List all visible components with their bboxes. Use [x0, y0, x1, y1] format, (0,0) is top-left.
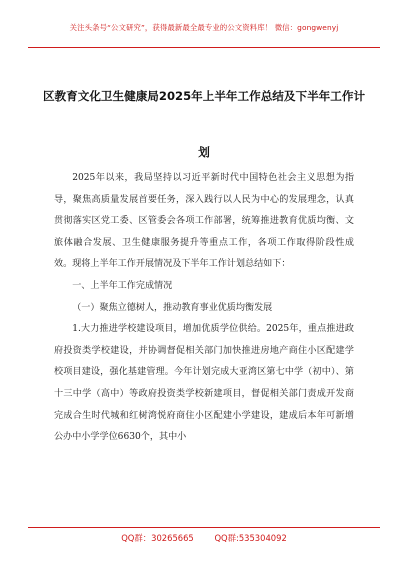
header-divider [28, 47, 380, 48]
document-body [54, 168, 354, 449]
intro-paragraph: 2025年以来，我局坚持以习近平新时代中国特色社会主义思想为指导，聚焦高质量发展首要任务，深入践行以人民为中心的发展理念，认真贯彻落实区党工委、区管委会各项工作部署，统筹推进教育优质均衡、文旅体融合发展、卫生健康服务提升等重点工作，各项工作取得阶段性成效。现将上半年工作开展情况及下半年工作计划总结如下： [54, 173, 354, 270]
subsection-heading: （一）聚焦立德树人，推动教育事业优质均衡发展 [72, 302, 273, 313]
section-heading: 一、上半年工作完成情况 [72, 280, 173, 291]
document-title: 区教育文化卫生健康局2025年上半年工作总结及下半年工作计划 [42, 89, 366, 159]
header-notice: 关注头条号“公文研究”，获得最新最全最专业的公文资料库！ 微信：gongwenyj [69, 23, 339, 32]
body-paragraph: 1.大力推进学校建设项目，增加优质学位供给。2025年，重点推进政府投资类学校建设，并协调督促相关部门加快推进房地产商住小区配建学校项目建设，强化基建管理。今年计划完成大亚湾区第七中学（初中）、第十三中学（高中）等政府投资类学校新建项目，督促相关部门责成开发商完成合生时代城和红树湾悦府商住小区配建小学建设，建成后本年可新增公办中小学学位6630个，其中小 [54, 324, 354, 443]
footer-divider [28, 527, 380, 528]
footer-qq-group-2: QQ群:535304092 [214, 533, 287, 543]
footer-qq-group-1: QQ群：30265665 [121, 533, 194, 543]
footer-contacts [0, 532, 408, 544]
